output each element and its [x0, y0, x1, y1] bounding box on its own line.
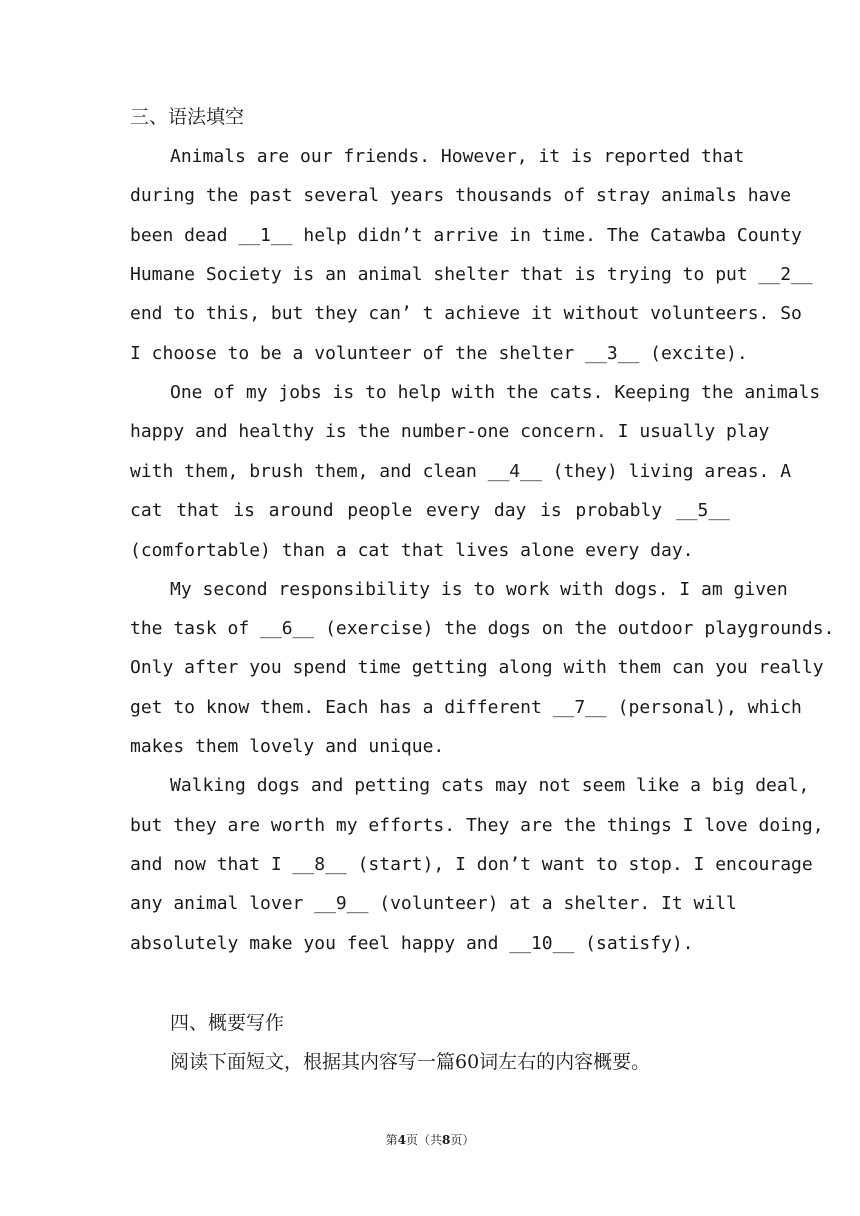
page-footer [0, 1132, 860, 1148]
text-line-5: end to this, but they can’ t achieve it without volunteers. So [130, 303, 802, 324]
text-line-13: the task of __6__ (exercise) the dogs on the outdoor playgrounds. [130, 618, 835, 639]
text-line-1: Animals are our friends. However, it is reported that [170, 146, 745, 167]
text-line-15: get to know them. Each has a different __7__ (personal), which [130, 697, 802, 718]
section-3-title: 三、语法填空 [130, 106, 245, 128]
footer-prefix: 第 [385, 1133, 398, 1147]
text-line-16: makes them lovely and unique. [130, 736, 445, 757]
section-4-instruction: 阅读下面短文，根据其内容写一篇60词左右的内容概要。 [170, 1051, 651, 1073]
text-line-19: and now that I __8__ (start), I don’t want to stop. I encourage [130, 854, 813, 875]
footer-suffix: 页） [450, 1133, 475, 1147]
text-line-3: been dead __1__ help didn’t arrive in time. The Catawba County [130, 225, 802, 246]
section-4-title: 四、概要写作 [170, 1012, 285, 1034]
text-line-18: but they are worth my efforts. They are the things I love doing, [130, 815, 824, 836]
text-line-4: Humane Society is an animal shelter that is trying to put __2__ [130, 264, 813, 285]
text-line-20: any animal lover __9__ (volunteer) at a shelter. It will [130, 893, 737, 914]
text-line-6: I choose to be a volunteer of the shelter __3__ (excite). [130, 343, 748, 364]
footer-page-number: 4 [397, 1133, 406, 1147]
footer-middle: 页（共 [405, 1133, 442, 1147]
text-line-7: One of my jobs is to help with the cats. Keeping the animals [170, 382, 821, 403]
text-line-17: Walking dogs and petting cats may not seem like a big deal, [170, 775, 810, 796]
text-line-10: cat that is around people every day is probably __5__ [130, 500, 730, 521]
text-line-14: Only after you spend time getting along with them can you really [130, 657, 824, 678]
text-line-12: My second responsibility is to work with dogs. I am given [170, 579, 788, 600]
text-line-8: happy and healthy is the number-one concern. I usually play [130, 421, 770, 442]
text-line-11: (comfortable) than a cat that lives alone every day. [130, 540, 694, 561]
footer-total-pages: 8 [442, 1133, 451, 1147]
text-line-21: absolutely make you feel happy and __10__ (satisfy). [130, 933, 694, 954]
text-line-9: with them, brush them, and clean __4__ (they) living areas. A [130, 461, 792, 482]
text-line-2: during the past several years thousands of stray animals have [130, 185, 792, 206]
